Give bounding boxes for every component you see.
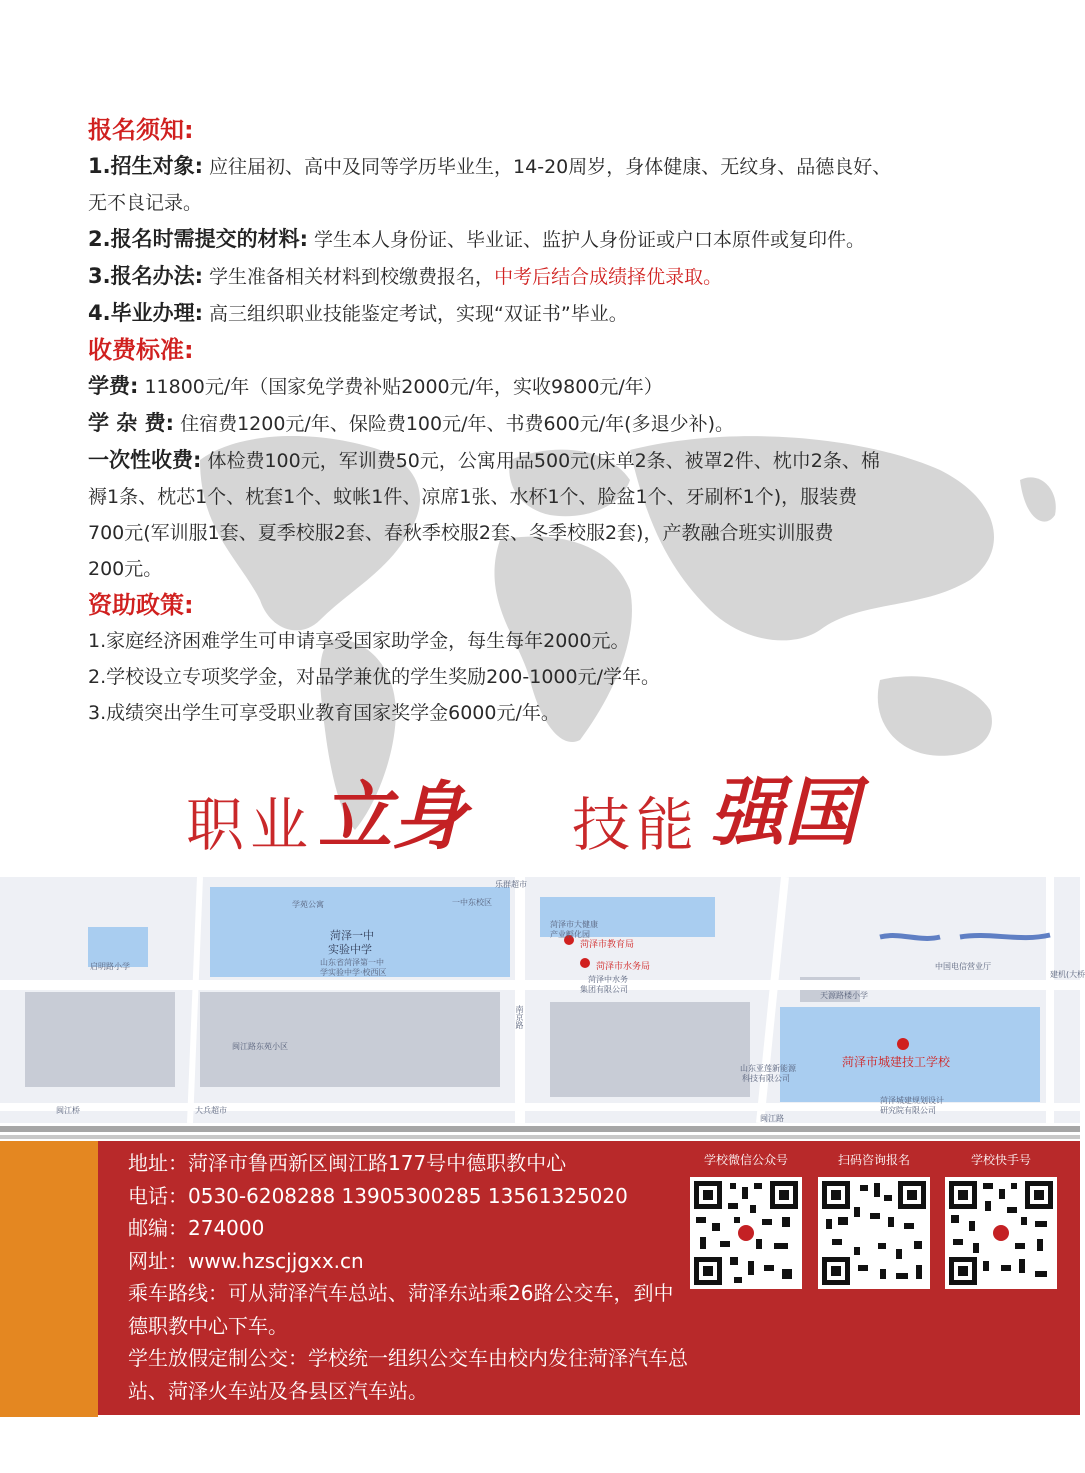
map-label-20: 菏泽城建规划设计 (880, 1096, 944, 1105)
contact-address: 地址：菏泽市鲁西新区闽江路177号中德职教中心 (128, 1151, 567, 1175)
fee-onetime-line4: 200元。 (88, 558, 163, 580)
map-label-16: 闽江路东苑小区 (232, 1042, 288, 1051)
aid-item-2: 2.学校设立专项奖学金，对品学兼优的学生奖励200-1000元/学年。 (88, 666, 661, 688)
slogan (0, 748, 1080, 878)
fee-onetime-line2: 褥1条、枕芯1个、枕套1个、蚊帐1件、凉席1张、水杯1个、脸盆1个、牙刷杯1个)，服装费 (88, 486, 858, 508)
map-label-1: 乐群超市 (495, 880, 527, 889)
map-label-8: 菏泽市水务局 (596, 962, 651, 972)
slogan-part2-plain: 技能 (572, 791, 701, 859)
fee-misc-label: 学 杂 费: (88, 411, 175, 435)
contact-info (128, 1147, 688, 1407)
fee-tuition-text: 11800元/年（国家免学费补贴2000元/年，实收9800元/年） (144, 376, 663, 398)
map-label-18: 科技有限公司 (742, 1074, 790, 1083)
fee-tuition-label: 学费: (88, 374, 139, 398)
map-label-15: 天源路楼小学 (820, 991, 868, 1000)
fee-onetime-label: 一次性收费: (88, 448, 202, 472)
map-label-26: 建机(大桥 (1050, 970, 1085, 979)
map-label-12: 学实验中学·校西区 (320, 968, 387, 977)
fee-tuition (88, 368, 988, 405)
map-label-24: 闽江路 (760, 1114, 784, 1123)
registration-title: 报名须知: (88, 116, 194, 144)
contact-postcode: 邮编：274000 (128, 1216, 265, 1240)
registration-item-4-text: 高三组织职业技能鉴定考试，实现“双证书”毕业。 (209, 303, 628, 325)
qr-code-icon[interactable] (945, 1177, 1057, 1289)
registration-item-2-text: 学生本人身份证、毕业证、监护人身份证或户口本原件或复印件。 (314, 229, 866, 251)
qr-kuaishou-label: 学校快手号 (970, 1153, 1031, 1167)
registration-item-4 (88, 295, 988, 332)
qr-code-icon[interactable] (818, 1177, 930, 1289)
divider-stripe-2 (0, 1135, 1080, 1139)
slogan-part1-plain: 职业 (186, 791, 315, 859)
map-label-3: 实验中学 (328, 943, 372, 956)
contact-route: 乘车路线：可从菏泽汽车总站、菏泽东站乘26路公交车，到中德职教中心下车。 (128, 1281, 674, 1338)
qr-consult-label: 扫码咨询报名 (837, 1153, 910, 1167)
map-label-2: 菏泽一中 (330, 929, 374, 942)
map-label-5: 菏泽市大健康 (550, 920, 598, 929)
main-content (88, 112, 988, 731)
registration-item-3-text: 学生准备相关材料到校缴费报名， (209, 266, 495, 288)
aid-title: 资助政策: (88, 591, 194, 619)
map-label-6: 产业孵化园 (550, 930, 590, 939)
slogan-part2-brush: 强国 (710, 770, 858, 856)
contact-footer (0, 1141, 1080, 1473)
contact-website[interactable]: 网址：www.hzscjjgxx.cn (128, 1248, 364, 1273)
qr-wechat-label: 学校微信公众号 (703, 1153, 788, 1167)
map-graphic (0, 877, 1080, 1123)
map-label-9: 菏泽中水务 (588, 975, 628, 984)
fee-onetime-line3: 700元(军训服1套、夏季校服2套、春秋季校服2套、冬季校服2套)，产教融合班实训服费 (88, 522, 834, 544)
map-label-13: 启明路小学 (90, 962, 130, 971)
fee-misc-text: 住宿费1200元/年、保险费100元/年、书费600元/年(多退少补)。 (180, 413, 734, 435)
registration-item-1-text: 应往届初、高中及同等学历毕业生，14-20周岁，身体健康、无纹身、品德良好、 (209, 156, 892, 178)
map-label-14: 中国电信营业厅 (935, 962, 991, 971)
map-label-21: 研究院有限公司 (880, 1106, 936, 1115)
registration-item-3-label: 3.报名办法: (88, 264, 203, 288)
registration-item-2 (88, 221, 988, 258)
qr-wechat[interactable] (687, 1149, 805, 1289)
registration-item-2-label: 2.报名时需提交的材料: (88, 227, 308, 251)
fees-title: 收费标准: (88, 336, 194, 364)
footer-bottom-band (0, 1417, 1080, 1473)
map-label-17: 山东亚莲新能源 (740, 1064, 796, 1073)
registration-item-4-label: 4.毕业办理: (88, 301, 203, 325)
fee-onetime-line1: 体检费100元，军训费50元，公寓用品500元(床单2条、被罩2件、枕巾2条、棉 (207, 450, 880, 472)
map-label-22: 闽江桥 (56, 1106, 80, 1115)
map-label-11: 山东省菏泽第一中 (320, 958, 384, 967)
map-label-school: 菏泽市城建技工学校 (842, 1055, 951, 1069)
contact-holiday-bus: 学生放假定制公交：学校统一组织公交车由校内发往菏泽汽车总站、菏泽火车站及各县区汽车站。 (128, 1346, 688, 1403)
fee-onetime (88, 442, 988, 479)
divider-stripe-1 (0, 1126, 1080, 1132)
qr-code-icon[interactable] (690, 1177, 802, 1289)
map-label-10: 集团有限公司 (580, 985, 628, 994)
location-map[interactable] (0, 877, 1085, 1123)
registration-item-1-cont: 无不良记录。 (88, 192, 203, 214)
contact-phone: 电话：0530-6208288 13905300285 13561325020 (128, 1183, 628, 1208)
map-label-23: 大兵超市 (195, 1106, 227, 1115)
registration-item-3-highlight: 中考后结合成绩择优录取。 (494, 266, 723, 288)
map-label-27: 学苑公寓 (292, 900, 324, 909)
qr-kuaishou[interactable] (942, 1149, 1060, 1289)
fee-misc (88, 405, 988, 442)
qr-consult[interactable] (815, 1149, 933, 1289)
registration-item-1-label: 1.招生对象: (88, 154, 203, 178)
slogan-part1-brush: 立身 (318, 774, 466, 860)
registration-item-3 (88, 258, 988, 295)
footer-orange-block (0, 1141, 98, 1417)
aid-item-1: 1.家庭经济困难学生可申请享受国家助学金，每生每年2000元。 (88, 630, 630, 652)
map-label-7: 菏泽市教育局 (580, 940, 635, 950)
map-label-25: 南京路 (515, 1005, 524, 1029)
registration-item-1 (88, 148, 988, 185)
map-label-4: 一中东校区 (452, 898, 492, 907)
aid-item-3: 3.成绩突出学生可享受职业教育国家奖学金6000元/年。 (88, 702, 560, 724)
